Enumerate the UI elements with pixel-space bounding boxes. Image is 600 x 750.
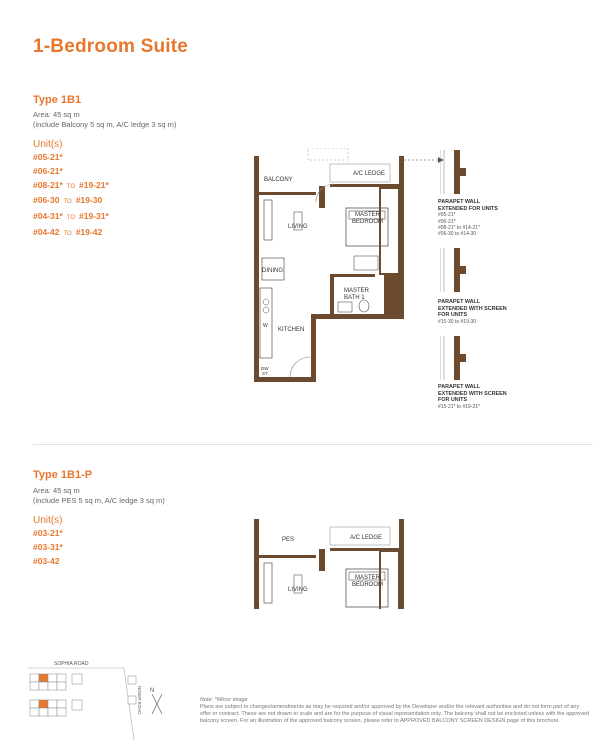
room-label-w: W (263, 323, 268, 329)
floor-plan-1b1p (250, 515, 410, 610)
unit-entry (33, 226, 109, 242)
units-heading: Unit(s) (33, 139, 63, 150)
unit-number: #19-42 (75, 226, 103, 237)
parapet-heading: PARAPET WALL EXTENDED WITH SCREEN FOR UNITS (438, 299, 507, 319)
site-key-plan (28, 656, 168, 740)
area-line: Area: 45 sq m (33, 110, 80, 119)
room-label-living: LIVING (288, 587, 308, 593)
unit-entry (33, 165, 109, 179)
room-label-bedroom-2: BEDROOM (352, 219, 384, 225)
unit-list (33, 527, 63, 568)
unit-number: #06-30 (33, 195, 60, 206)
wall (254, 192, 316, 195)
unit-number: #06-21* (33, 165, 63, 176)
disclaimer: Plans are subject to changes/amendments as may be required and/or approved by the Developer and/or the relevant authorities and do not form part of any offer or contract. These are not drawn to scale and are for the purpose of visual representation only. The balcony shall not be enclosed unless with the approved balcony screen. For an illustration of the approved balcony screen, please refer to APPROVED BALCONY SCREEN DESIGN page of this brochure. (200, 704, 590, 724)
unit-number: #19-31* (79, 211, 109, 222)
room-label-ac-ledge: A/C LEDGE (350, 535, 383, 541)
unit-range-to: TO (66, 215, 76, 222)
parapet-detail-1 (440, 150, 480, 196)
room-label-bedroom-1: MASTER (355, 212, 381, 218)
wall (254, 555, 316, 558)
unit-entry (33, 151, 109, 165)
mirror-note: Note: *Mirror image (200, 697, 248, 703)
unit-entry (33, 555, 63, 569)
wall (319, 186, 325, 208)
parapet-heading: PARAPET WALL EXTENDED FOR UNITS (438, 199, 498, 212)
section-divider (33, 444, 593, 445)
type-1b1p-heading: Type 1B1-P (33, 469, 93, 481)
type-1b1p-area (33, 486, 165, 506)
room-label-bedroom-2: BEDROOM (352, 582, 384, 588)
unit-entry (33, 210, 109, 226)
unit-range-to: TO (63, 230, 72, 237)
room-label-bedroom-1: MASTER (355, 575, 381, 581)
parapet-unit-list: #05-21* #06-21* #08-21* to #14-21* #06-30 to #14-30 (438, 212, 480, 238)
units-heading: Unit(s) (33, 515, 63, 526)
parapet-heading: PARAPET WALL EXTENDED WITH SCREEN FOR UNITS (438, 384, 507, 404)
parapet-note-2 (438, 299, 507, 325)
room-label-bath-2: BATH 1 (344, 295, 365, 301)
wall (330, 184, 399, 187)
north-label: N (150, 688, 155, 694)
unit-list (33, 151, 109, 242)
area-detail: (include PES 5 sq m, A/C ledge 3 sq m) (33, 496, 165, 505)
type-1b1-heading: Type 1B1 (33, 94, 82, 106)
parapet-note-3 (438, 384, 507, 410)
unit-number: #03-42 (33, 555, 60, 566)
unit-number: #19-21* (79, 179, 109, 190)
unit-entry (33, 527, 63, 541)
room-label-kitchen: KITCHEN (278, 327, 305, 333)
unit-number: #08-21* (33, 179, 63, 190)
wall (254, 377, 316, 382)
wall (330, 274, 375, 277)
type-1b1-area (33, 110, 176, 130)
unit-entry (33, 541, 63, 555)
area-line: Area: 45 sq m (33, 486, 80, 495)
unit-number: #03-21* (33, 528, 63, 538)
road-label-sophia: SOPHIA ROAD (54, 661, 89, 667)
road-label-niger: NIGER ROAD (137, 686, 142, 715)
room-label-living: LIVING (288, 224, 308, 230)
wall (384, 274, 399, 319)
room-label-pes: PES (282, 537, 295, 543)
room-label-balcony: BALCONY (264, 177, 293, 183)
unit-range-to: TO (66, 183, 76, 190)
room-label-dw: DW (261, 366, 269, 371)
unit-entry (33, 194, 109, 210)
wall (311, 314, 316, 382)
area-detail: (include Balcony 5 sq m, A/C ledge 3 sq m) (33, 120, 177, 129)
unit-entry (33, 179, 109, 195)
parapet-unit-list: #15-21* to #19-21* (438, 403, 480, 410)
wall (254, 156, 259, 382)
unit-number: #04-31* (33, 211, 63, 222)
unit-number: #04-42 (33, 226, 60, 237)
wall (254, 519, 259, 610)
unit-number: #05-21* (33, 152, 63, 162)
wall (319, 549, 325, 571)
parapet-detail-2 (440, 248, 480, 294)
unit-range-to: TO (63, 199, 72, 206)
room-label-bath-1: MASTER (344, 288, 370, 294)
parapet-unit-list: #15-30 to #19-30 (438, 318, 477, 325)
parapet-detail-3 (440, 336, 480, 382)
room-label-dining: DINING (262, 268, 283, 274)
unit-number: #03-31* (33, 541, 63, 552)
unit-number: #19-30 (75, 195, 103, 206)
page-title: 1-Bedroom Suite (33, 36, 189, 57)
wall (330, 276, 334, 316)
floor-plan-1b1 (250, 148, 410, 388)
room-label-ac-ledge: A/C LEDGE (353, 171, 386, 177)
parapet-note-1 (438, 199, 498, 238)
room-label-st: ST (262, 371, 268, 376)
